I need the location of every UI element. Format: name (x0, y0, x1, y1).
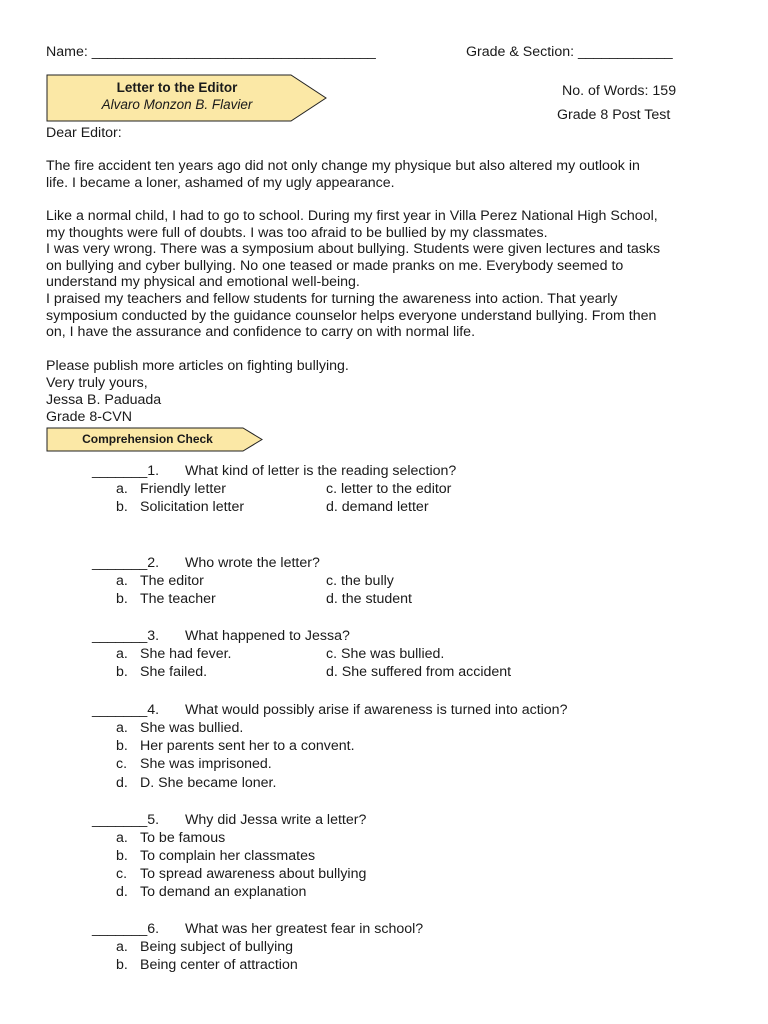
option-d: d. D. She became loner. (116, 775, 277, 791)
option-a: a. The editor (116, 573, 204, 589)
answer-blank: _______3. (92, 628, 160, 644)
option-c: c. letter to the editor (326, 481, 452, 497)
question-text: Who wrote the letter? (185, 555, 320, 571)
option-d: d. demand letter (326, 499, 429, 515)
question-3 (92, 628, 350, 644)
option-b: b. The teacher (116, 591, 216, 607)
comprehension-check-label: Comprehension Check (82, 432, 213, 446)
grade-section-field-label: Grade & Section: ____________ (466, 44, 673, 60)
option-c: c. She was bullied. (326, 646, 445, 662)
answer-blank: _______2. (92, 555, 160, 571)
option-c: c. the bully (326, 573, 394, 589)
signature-grade: Grade 8-CVN (46, 409, 132, 425)
option-a: a. Being subject of bullying (116, 939, 294, 955)
answer-blank: _______4. (92, 702, 160, 718)
option-a: a. Friendly letter (116, 481, 226, 497)
question-6 (92, 921, 424, 937)
test-label: Grade 8 Post Test (557, 107, 671, 123)
letter-author: Alvaro Monzon B. Flavier (101, 97, 253, 112)
paragraph-line: The fire accident ten years ago did not only change my physique but also altered my outlook in (46, 158, 640, 174)
question-text: Why did Jessa write a letter? (185, 812, 367, 828)
option-d: d. the student (326, 591, 413, 607)
option-a: a. She was bullied. (116, 720, 244, 736)
option-d: d. To demand an explanation (116, 884, 307, 900)
question-1 (92, 463, 457, 479)
paragraph-line: life. I became a loner, ashamed of my ugly appearance. (46, 174, 395, 191)
option-d: d. She suffered from accident (326, 664, 512, 680)
word-count: No. of Words: 159 (562, 83, 677, 99)
title-tag (46, 74, 328, 122)
paragraph-line: understand my physical and emotional well-being. (46, 274, 360, 290)
paragraph-line: I was very wrong. There was a symposium about bullying. Students were given lectures and tasks (46, 241, 661, 257)
option-c: c. She was imprisoned. (116, 756, 272, 772)
option-b: b. Being center of attraction (116, 957, 298, 973)
option-b: b. Solicitation letter (116, 499, 245, 515)
option-a: a. To be famous (116, 830, 226, 846)
question-text: What was her greatest fear in school? (185, 921, 424, 937)
question-2 (92, 555, 320, 571)
signature-name: Jessa B. Paduada (46, 392, 162, 408)
name-field-label: Name: ____________________________________ (46, 44, 376, 60)
comprehension-check-tag (46, 427, 264, 452)
answer-blank: _______5. (92, 812, 160, 828)
paragraph-line: I praised my teachers and fellow students for turning the awareness into action. That yearly (46, 291, 618, 307)
letter-title: Letter to the Editor (116, 80, 238, 95)
option-b: b. To complain her classmates (116, 848, 316, 864)
question-4 (92, 702, 568, 718)
option-b: b. Her parents sent her to a convent. (116, 738, 355, 754)
closing-line: Very truly yours, (46, 375, 148, 391)
question-text: What would possibly arise if awareness is turned into action? (185, 702, 568, 718)
question-text: What kind of letter is the reading selection? (185, 463, 457, 479)
question-5 (92, 812, 367, 828)
paragraph-line: on, I have the assurance and confidence to carry on with normal life. (46, 324, 476, 340)
closing-line: Please publish more articles on fighting bullying. (46, 358, 349, 374)
option-a: a. She had fever. (116, 646, 232, 662)
question-text: What happened to Jessa? (185, 628, 350, 644)
paragraph-line: symposium conducted by the guidance counselor helps everyone understand bullying. From then (46, 307, 657, 324)
option-b: b. She failed. (116, 664, 208, 680)
answer-blank: _______6. (92, 921, 160, 937)
salutation: Dear Editor: (46, 125, 122, 141)
answer-blank: _______1. (92, 463, 160, 479)
paragraph-line: Like a normal child, I had to go to school. During my first year in Villa Perez National High School, (46, 208, 658, 224)
option-c: c. To spread awareness about bullying (116, 866, 367, 882)
paragraph-line: on bullying and cyber bullying. No one teased or made pranks on me. Everybody seemed to (46, 257, 624, 274)
paragraph-line: my thoughts were full of doubts. I was too afraid to be bullied by my classmates. (46, 224, 548, 241)
